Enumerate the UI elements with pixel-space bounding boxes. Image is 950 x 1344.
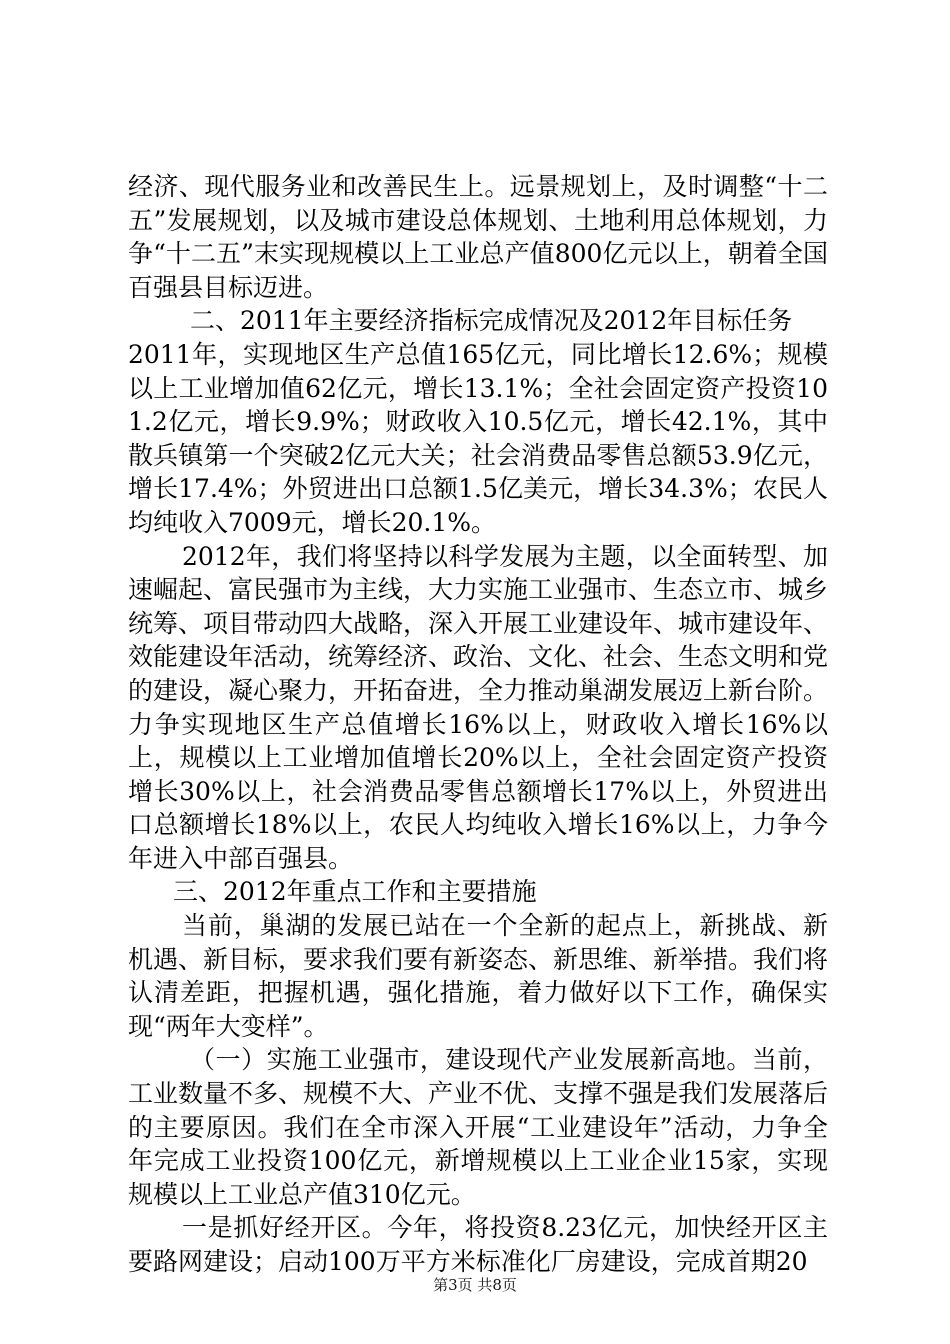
- paragraph-industry: （一）实施工业强市，建设现代产业发展新高地。当前，工业数量不多、规模不大、产业不优、支撑不强是我们发展落后的主要原因。我们在全市深入开展“工业建设年”活动，力争全年完成工业投资100亿元，新增规模以上工业企业15家，实现规模以上工业总产值310亿元。: [128, 1045, 829, 1209]
- section-heading-2: 二、2011年主要经济指标完成情况及2012年目标任务: [190, 306, 793, 336]
- paragraph-development-zone: 一是抓好经开区。今年，将投资8.23亿元，加快经开区主要路网建设；启动100万平方米标准化厂房建设，完成首期20: [128, 1213, 828, 1276]
- paragraph-2011-indicators: 2011年，实现地区生产总值165亿元，同比增长12.6%；规模以上工业增加值62亿元，增长13.1%；全社会固定资产投资101.2亿元，增长9.9%；财政收入10.5亿元，增长42.1%，其中散兵镇第一个突破2亿元大关；社会消费品零售总额53.9亿元，增长17.4%；外贸进出口总额1.5亿美元，增长34.3%；农民人均纯收入7009元，增长20.1%。: [128, 339, 828, 537]
- paragraph-planning: 经济、现代服务业和改善民生上。远景规划上，及时调整“十二五”发展规划，以及城市建设总体规划、土地利用总体规划，力争“十二五”末实现规模以上工业总产值800亿元以上，朝着全国百强县目标迈进。: [128, 172, 828, 302]
- paragraph-current-situation: 当前，巢湖的发展已站在一个全新的起点上，新挑战、新机遇、新目标，要求我们要有新姿态、新思维、新举措。我们将认清差距，把握机遇，强化措施，着力做好以下工作，确保实现“两年大变样”。: [128, 911, 829, 1041]
- document-body: [128, 170, 828, 1279]
- paragraph-2012-goals: 2012年，我们将坚持以科学发展为主题，以全面转型、加速崛起、富民强市为主线，大力实施工业强市、生态立市、城乡统筹、项目带动四大战略，深入开展工业建设年、城市建设年、效能建设年活动，统筹经济、政治、文化、社会、生态文明和党的建设，凝心聚力，开拓奋进，全力推动巢湖发展迈上新台阶。力争实现地区生产总值增长16%以上，财政收入增长16%以上，规模以上工业增加值增长20%以上，全社会固定资产投资增长30%以上，社会消费品零售总额增长17%以上，外贸进出口总额增长18%以上，农民人均纯收入增长16%以上，力争今年进入中部百强县。: [128, 541, 829, 873]
- page-number: 第3页 共8页: [433, 1276, 517, 1294]
- section-heading-3: 三、2012年重点工作和主要措施: [173, 877, 537, 907]
- page-footer: [0, 1274, 950, 1295]
